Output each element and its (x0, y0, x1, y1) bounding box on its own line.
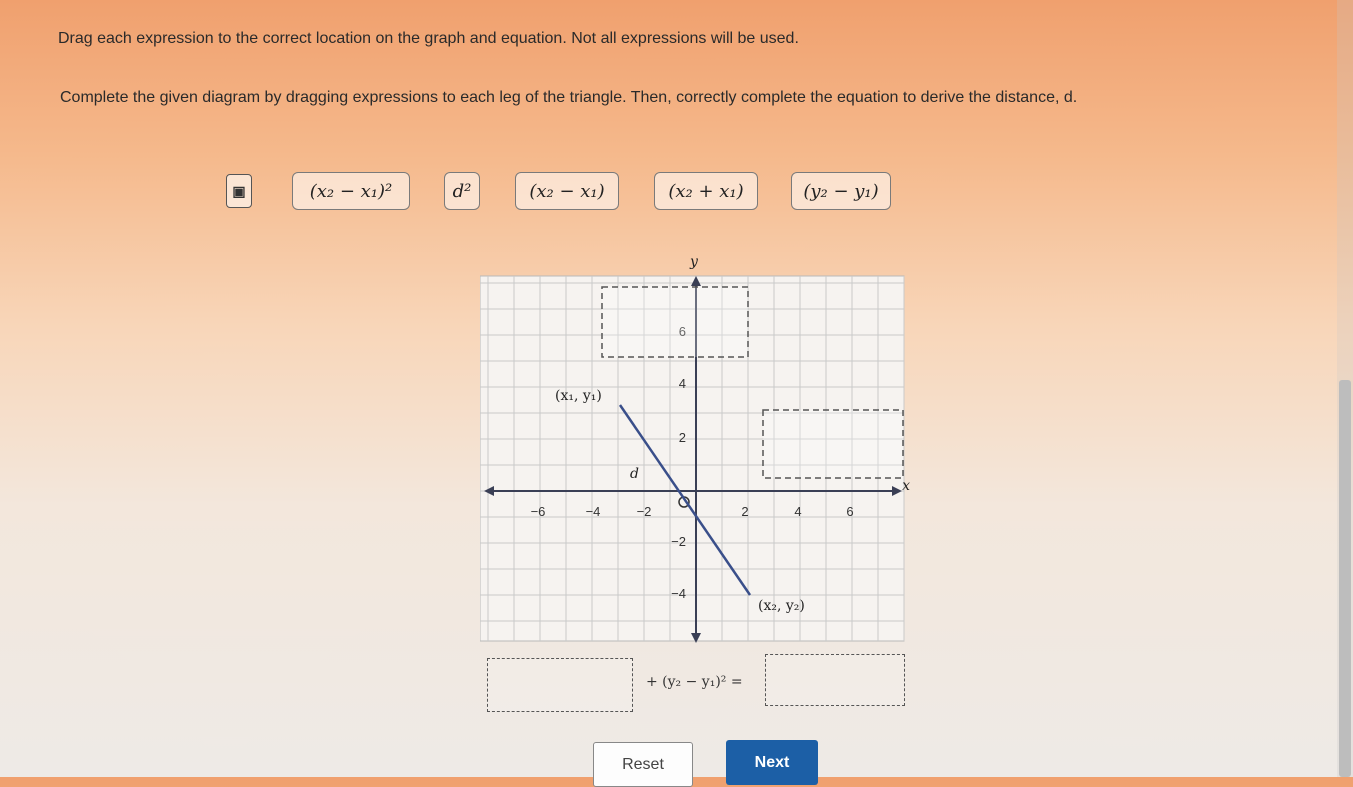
expression-tile[interactable]: (x₂ − x₁)² (292, 172, 410, 210)
distance-label: d (630, 466, 639, 482)
y-axis-label: y (690, 254, 698, 270)
expression-tile[interactable]: d² (444, 172, 480, 210)
x-axis-label: x (902, 478, 910, 494)
scrollbar-thumb[interactable] (1339, 380, 1351, 777)
dropzone-top-leg[interactable] (602, 287, 748, 357)
point2-label: (x₂, y₂) (758, 598, 805, 614)
x-tick-label: −4 (585, 504, 601, 519)
y-tick-label: −4 (671, 586, 686, 601)
instruction-line-2: Complete the given diagram by dragging expressions to each leg of the triangle. Then, correctly complete the equation to derive the distance, d. (60, 89, 1078, 106)
coordinate-graph (480, 250, 910, 650)
expression-tile[interactable]: (x₂ − x₁) (515, 172, 619, 210)
x-tick-label: 6 (846, 504, 854, 519)
x-tick-label: −2 (636, 504, 652, 519)
dropzone-right-leg[interactable] (763, 410, 903, 478)
point1-label: (x₁, y₁) (555, 388, 602, 404)
y-tick-label: 2 (678, 430, 686, 445)
y-tick-label: 4 (678, 376, 686, 391)
y-tick-label: −2 (671, 534, 686, 549)
instruction-line-1: Drag each expression to the correct location on the graph and equation. Not all expressions will be used. (58, 30, 799, 47)
expression-tile[interactable]: (y₂ − y₁) (791, 172, 891, 210)
reset-button[interactable]: Reset (593, 742, 693, 787)
equation-middle: + (y₂ − y₁)² = (646, 674, 743, 690)
dropzone-equation-left[interactable] (487, 658, 633, 712)
x-tick-label: 4 (794, 504, 802, 519)
text-to-speech-icon[interactable]: ▣ (226, 174, 252, 208)
dropzone-equation-right[interactable] (765, 654, 905, 706)
x-tick-label: 2 (741, 504, 749, 519)
next-button[interactable]: Next (726, 740, 818, 785)
x-tick-label: −6 (530, 504, 546, 519)
expression-tile[interactable]: (x₂ + x₁) (654, 172, 758, 210)
